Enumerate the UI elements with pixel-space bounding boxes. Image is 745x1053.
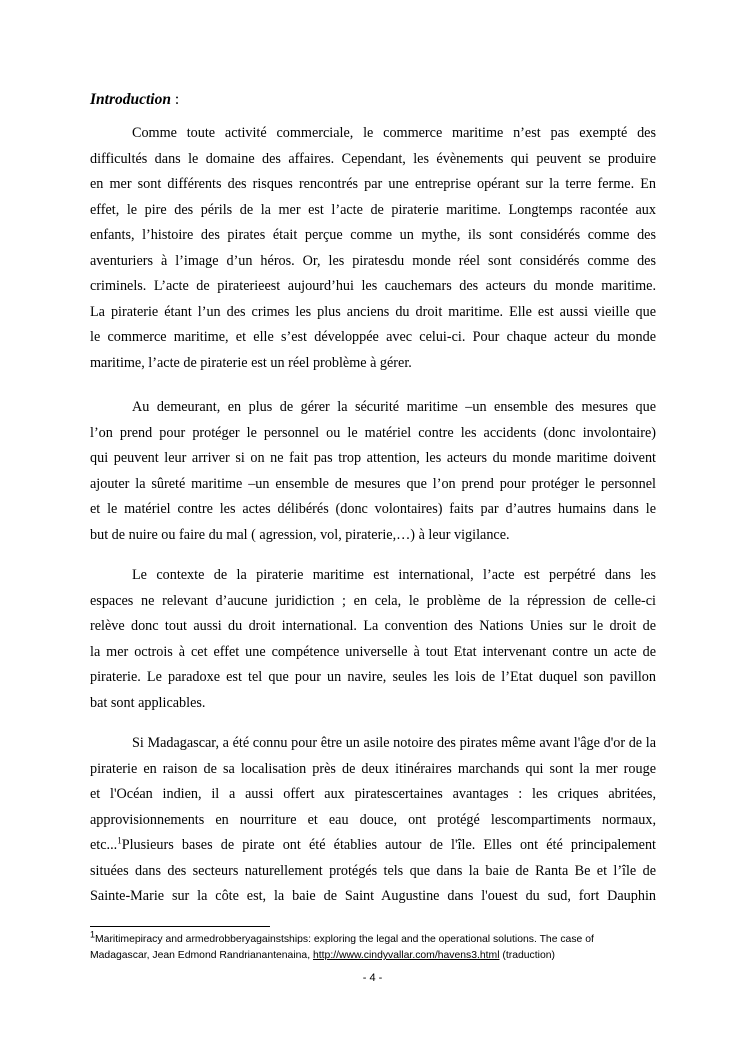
page-number: - 4 - <box>362 972 383 984</box>
section-title: Introduction <box>90 91 171 108</box>
text-line: La piraterie étant l’un des crimes les plus anciens du droit maritime. Elle est aussi vieille que <box>90 303 656 320</box>
text-line: le commerce maritime, et elle s’est développée avec celui-ci. Pour chaque acteur du monde <box>90 329 656 345</box>
text-line: but de nuire ou faire du mal ( agression, vol, piraterie,…) à leur vigilance. <box>90 526 510 543</box>
text-line: l’on prend pour protéger le personnel ou le matériel contre les accidents (donc involontaire) <box>90 424 656 441</box>
paragraph-1 <box>90 121 656 376</box>
text-line: espaces ne relevant d’aucune juridiction ; en cela, le problème de la répression de celle-ci <box>90 592 656 609</box>
footnote-line-1: $^1$Maritimepiracy and armedrobberyagainstships: exploring the legal and the operational solutions. The case of <box>90 929 594 945</box>
text-line: bat sont applicables. <box>90 694 206 711</box>
text-line: et le matériel contre les actes délibérés (donc volontaires) faits par d’autres humains dans le <box>90 501 656 517</box>
paragraph-4 <box>90 731 656 910</box>
text-line: Le contexte de la piraterie maritime est international, l’acte est perpétré dans les <box>132 567 656 583</box>
footnote-separator <box>90 926 270 927</box>
paragraph-3 <box>90 563 656 716</box>
text-line: Si Madagascar, a été connu pour être un asile notoire des pirates même avant l'âge d'or de la <box>132 735 656 751</box>
text-line: criminels. L’acte de piraterieest aujourd’hui les cauchemars des acteurs du monde maritime. <box>90 278 656 294</box>
text-line: aventuriers à l’image d’un héros. Or, les piratesdu monde réel sont considérés comme des <box>90 252 656 269</box>
text-line: piraterie en raison de sa localisation près de deux itinéraires marchands qui sont la mer rouge <box>90 760 656 777</box>
section-title-colon: : <box>170 91 180 108</box>
text-line: etc...$^1$Plusieurs bases de pirate ont été établies autour de l'île. Elles ont été principalement <box>90 835 656 853</box>
text-line: qui peuvent leur arriver si on ne fait pas trop attention, les acteurs du monde maritime doivent <box>90 450 656 466</box>
paragraph-2 <box>90 395 656 548</box>
footnote-marker: 1 <box>90 929 96 940</box>
text-line: approvisionnements en nourriture et eau douce, ont protégé lescompartiments normaux, <box>90 811 656 828</box>
footnote-reference: 1 <box>117 835 122 846</box>
footnote-line-2: Madagascar, Jean Edmond Randrianantenaina, http://www.cindyvallar.com/havens3.html (traduction) <box>90 950 555 961</box>
text-line: la mer octrois à cet effet une compétence universelle à tout Etat intervenant contre un acte de <box>90 643 656 660</box>
text-line: ajouter la sûreté maritime –un ensemble de mesures que l’on prend pour protéger le personnel <box>90 475 656 492</box>
text-line: enfants, l’histoire des pirates était perçue comme un mythe, ils sont considérés comme des <box>90 227 656 243</box>
text-line: piraterie. Le paradoxe est tel que pour un navire, seules les lois de l’Etat duquel son pavillon <box>90 669 656 685</box>
footnote <box>90 929 690 964</box>
text-line: relève donc tout aussi du droit international. La convention des Nations Unies sur le droit de <box>90 618 656 634</box>
text-line: Sainte-Marie sur la côte est, la baie de Saint Augustine dans l'ouest du sud, fort Dauphin <box>90 888 656 904</box>
text-line: situées dans des secteurs naturellement protégés tels que dans la baie de Ranta Be et l’île de <box>90 862 656 879</box>
footnote-link[interactable]: http://www.cindyvallar.com/havens3.html <box>312 950 500 961</box>
text-line: Au demeurant, en plus de gérer la sécurité maritime –un ensemble des mesures que <box>132 399 656 415</box>
text-line: effet, le pire des périls de la mer est l’acte de piraterie maritime. Longtemps racontée aux <box>90 201 656 218</box>
text-line: en mer sont différents des risques rencontrés par une entreprise opérant sur la terre ferme. En <box>90 176 656 192</box>
text-line: maritime, l’acte de piraterie est un réel problème à gérer. <box>90 354 412 371</box>
text-line: difficultés dans le domaine des affaires. Cependant, les évènements qui peuvent se produire <box>90 150 656 167</box>
section-heading <box>90 91 179 109</box>
text-line: et l'Océan indien, il a aussi offert aux piratescertaines avantages : les criques abritées, <box>90 786 656 802</box>
text-line: Comme toute activité commerciale, le commerce maritime n’est pas exempté des <box>132 125 656 141</box>
